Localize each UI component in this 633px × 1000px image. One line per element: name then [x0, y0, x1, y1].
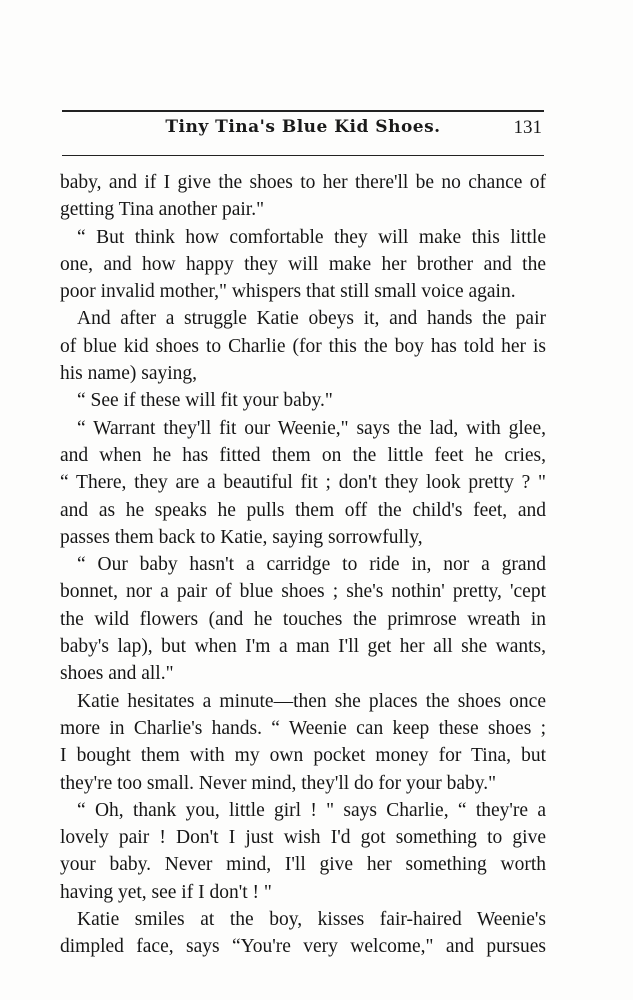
- text-line: poor invalid mother," whispers that still small voice again.: [60, 281, 516, 303]
- text-line: baby's lap), but when I'm a man I'll get her all she wants,: [60, 636, 546, 658]
- text-line: dimpled face, says “You're very welcome," and pursues: [60, 936, 546, 958]
- text-line: baby, and if I give the shoes to her there'll be no chance of: [60, 172, 546, 193]
- text-line: shoes and all.": [60, 663, 174, 685]
- header-top-rule: [62, 110, 544, 112]
- text-line: “ There, they are a beautiful fit ; don't they look pretty ? ": [60, 472, 546, 494]
- text-line: “ Our baby hasn't a carridge to ride in, nor a grand: [77, 554, 546, 576]
- text-line: passes them back to Katie, saying sorrowfully,: [60, 526, 423, 548]
- text-line: and as he speaks he pulls them off the child's feet, and: [60, 499, 546, 521]
- text-line: “ Warrant they'll fit our Weenie," says the lad, with glee,: [77, 417, 546, 439]
- text-line: and when he has fitted them on the little feet he cries,: [60, 444, 546, 466]
- text-line: they're too small. Never mind, they'll do for your baby.": [60, 772, 497, 794]
- text-line: “ See if these will fit your baby.": [77, 390, 333, 412]
- body-text: [60, 169, 546, 961]
- text-line: having yet, see if I don't ! ": [60, 881, 272, 903]
- running-title: Tiny Tina's Blue Kid Shoes.: [165, 117, 441, 137]
- text-line: I bought them with my own pocket money for Tina, but: [60, 745, 546, 767]
- text-line: of blue kid shoes to Charlie (for this the boy has told her is: [60, 335, 546, 357]
- text-line: the wild flowers (and he touches the primrose wreath in: [60, 608, 546, 630]
- text-line: bonnet, nor a pair of blue shoes ; she's nothin' pretty, 'cept: [60, 581, 546, 603]
- text-line: “ But think how comfortable they will make this little: [77, 226, 546, 248]
- text-line: his name) saying,: [60, 363, 198, 385]
- text-line: more in Charlie's hands. “ Weenie can keep these shoes ;: [60, 717, 546, 739]
- running-head: [62, 113, 544, 149]
- text-line: getting Tina another pair.": [60, 199, 265, 221]
- text-line: Katie smiles at the boy, kisses fair-haired Weenie's: [77, 909, 546, 931]
- text-line: Katie hesitates a minute—then she places the shoes once: [77, 690, 546, 712]
- text-line: “ Oh, thank you, little girl ! " says Charlie, “ they're a: [77, 799, 546, 821]
- page-number: 131: [513, 117, 542, 138]
- text-line: your baby. Never mind, I'll give her something worth: [60, 854, 546, 876]
- text-line: lovely pair ! Don't I just wish I'd got something to give: [60, 827, 546, 849]
- text-line: one, and how happy they will make her brother and the: [60, 253, 546, 275]
- text-line: And after a struggle Katie obeys it, and hands the pair: [77, 308, 546, 330]
- header-bottom-rule: [62, 155, 544, 156]
